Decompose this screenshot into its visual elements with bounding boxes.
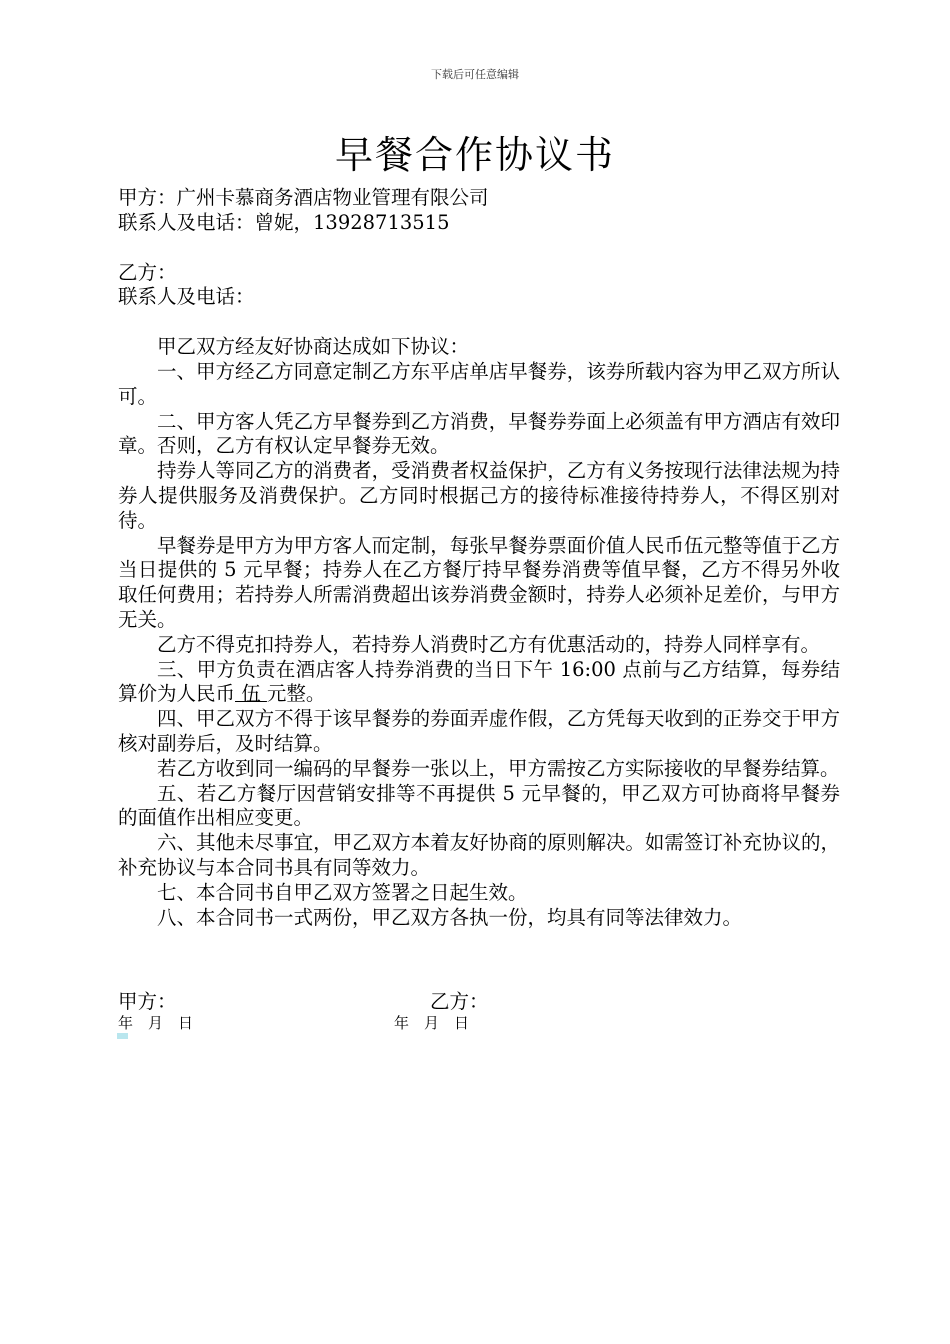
party-b-line: 乙方： (118, 260, 177, 284)
clause-2: 二、甲方客人凭乙方早餐券到乙方消费，早餐券券面上必须盖有甲方酒店有效印章。否则，乙方有权认定早餐券无效。 (118, 409, 840, 458)
clause-3-suffix: 元整。 (266, 682, 326, 706)
clause-7: 七、本合同书自甲乙双方签署之日起生效。 (157, 880, 528, 904)
party-a-signature-label: 甲方： (118, 990, 177, 1013)
date-row (118, 1012, 840, 1032)
signature-row (118, 986, 840, 1013)
spacer (118, 236, 840, 261)
party-b-contact: 联系人及电话： (118, 285, 255, 309)
clause-2-holder-rights: 持券人等同乙方的消费者，受消费者权益保护，乙方有义务按现行法律法规为持券人提供服务及消费保护。乙方同时根据己方的接待标准接待持券人，不得区别对待。 (118, 459, 840, 532)
clause-6: 六、其他未尽事宜，甲乙双方本着友好协商的原则解决。如需签订补充协议的，补充协议与本合同书具有同等效力。 (118, 831, 840, 879)
clause-2-voucher-value: 早餐券是甲方为甲方客人而定制，每张早餐券票面价值人民币伍元整等值于乙方当日提供的 5 元早餐；持券人在乙方餐厅持早餐券消费等值早餐，乙方不得另外收取任何费用；若持券人所需消费超出该券消费金额时，持券人必须补足差价，与甲方无关。 (118, 533, 840, 631)
clause-5: 五、若乙方餐厅因营销安排等不再提供 5 元早餐的，甲乙双方可协商将早餐券的面值作出相应变更。 (118, 781, 840, 830)
settlement-amount: 伍 (235, 682, 267, 706)
clause-3-text: 三、甲方负责在酒店客人持券消费的当日下午 16:00 点前与乙方结算，每券结算价为人民币 (118, 657, 840, 706)
highlight-marker (117, 1033, 128, 1039)
document-title: 早餐合作协议书 (334, 133, 615, 177)
intro-paragraph: 甲乙双方经友好协商达成如下协议： (157, 335, 470, 359)
clause-1: 一、甲方经乙方同意定制乙方东平店单店早餐券，该券所载内容为甲乙双方所认可。 (118, 359, 840, 408)
party-a-line: 甲方：广州卡慕商务酒店物业管理有限公司 (118, 186, 489, 209)
clause-4: 四、甲乙双方不得于该早餐券的券面弄虚作假，乙方凭每天收到的正券交于甲方核对副券后，及时结算。 (118, 707, 840, 755)
party-b-signature-label: 乙方： (430, 990, 489, 1013)
clause-3 (118, 658, 840, 708)
contract-body (118, 186, 840, 930)
clause-4-duplicate: 若乙方收到同一编码的早餐券一张以上，甲方需按乙方实际接收的早餐券结算。 (157, 756, 840, 780)
party-a-date: 年 月 日 (118, 1014, 194, 1032)
spacer (118, 310, 840, 335)
clause-8: 八、本合同书一式两份，甲乙双方各执一份，均具有同等法律效力。 (157, 905, 743, 929)
party-a-contact: 联系人及电话：曾妮，13928713515 (118, 210, 450, 234)
party-b-date: 年 月 日 (394, 1014, 470, 1032)
clause-2-discount: 乙方不得克扣持券人，若持券人消费时乙方有优惠活动的，持券人同样享有。 (157, 632, 821, 656)
header-note: 下载后可任意编辑 (431, 68, 519, 81)
